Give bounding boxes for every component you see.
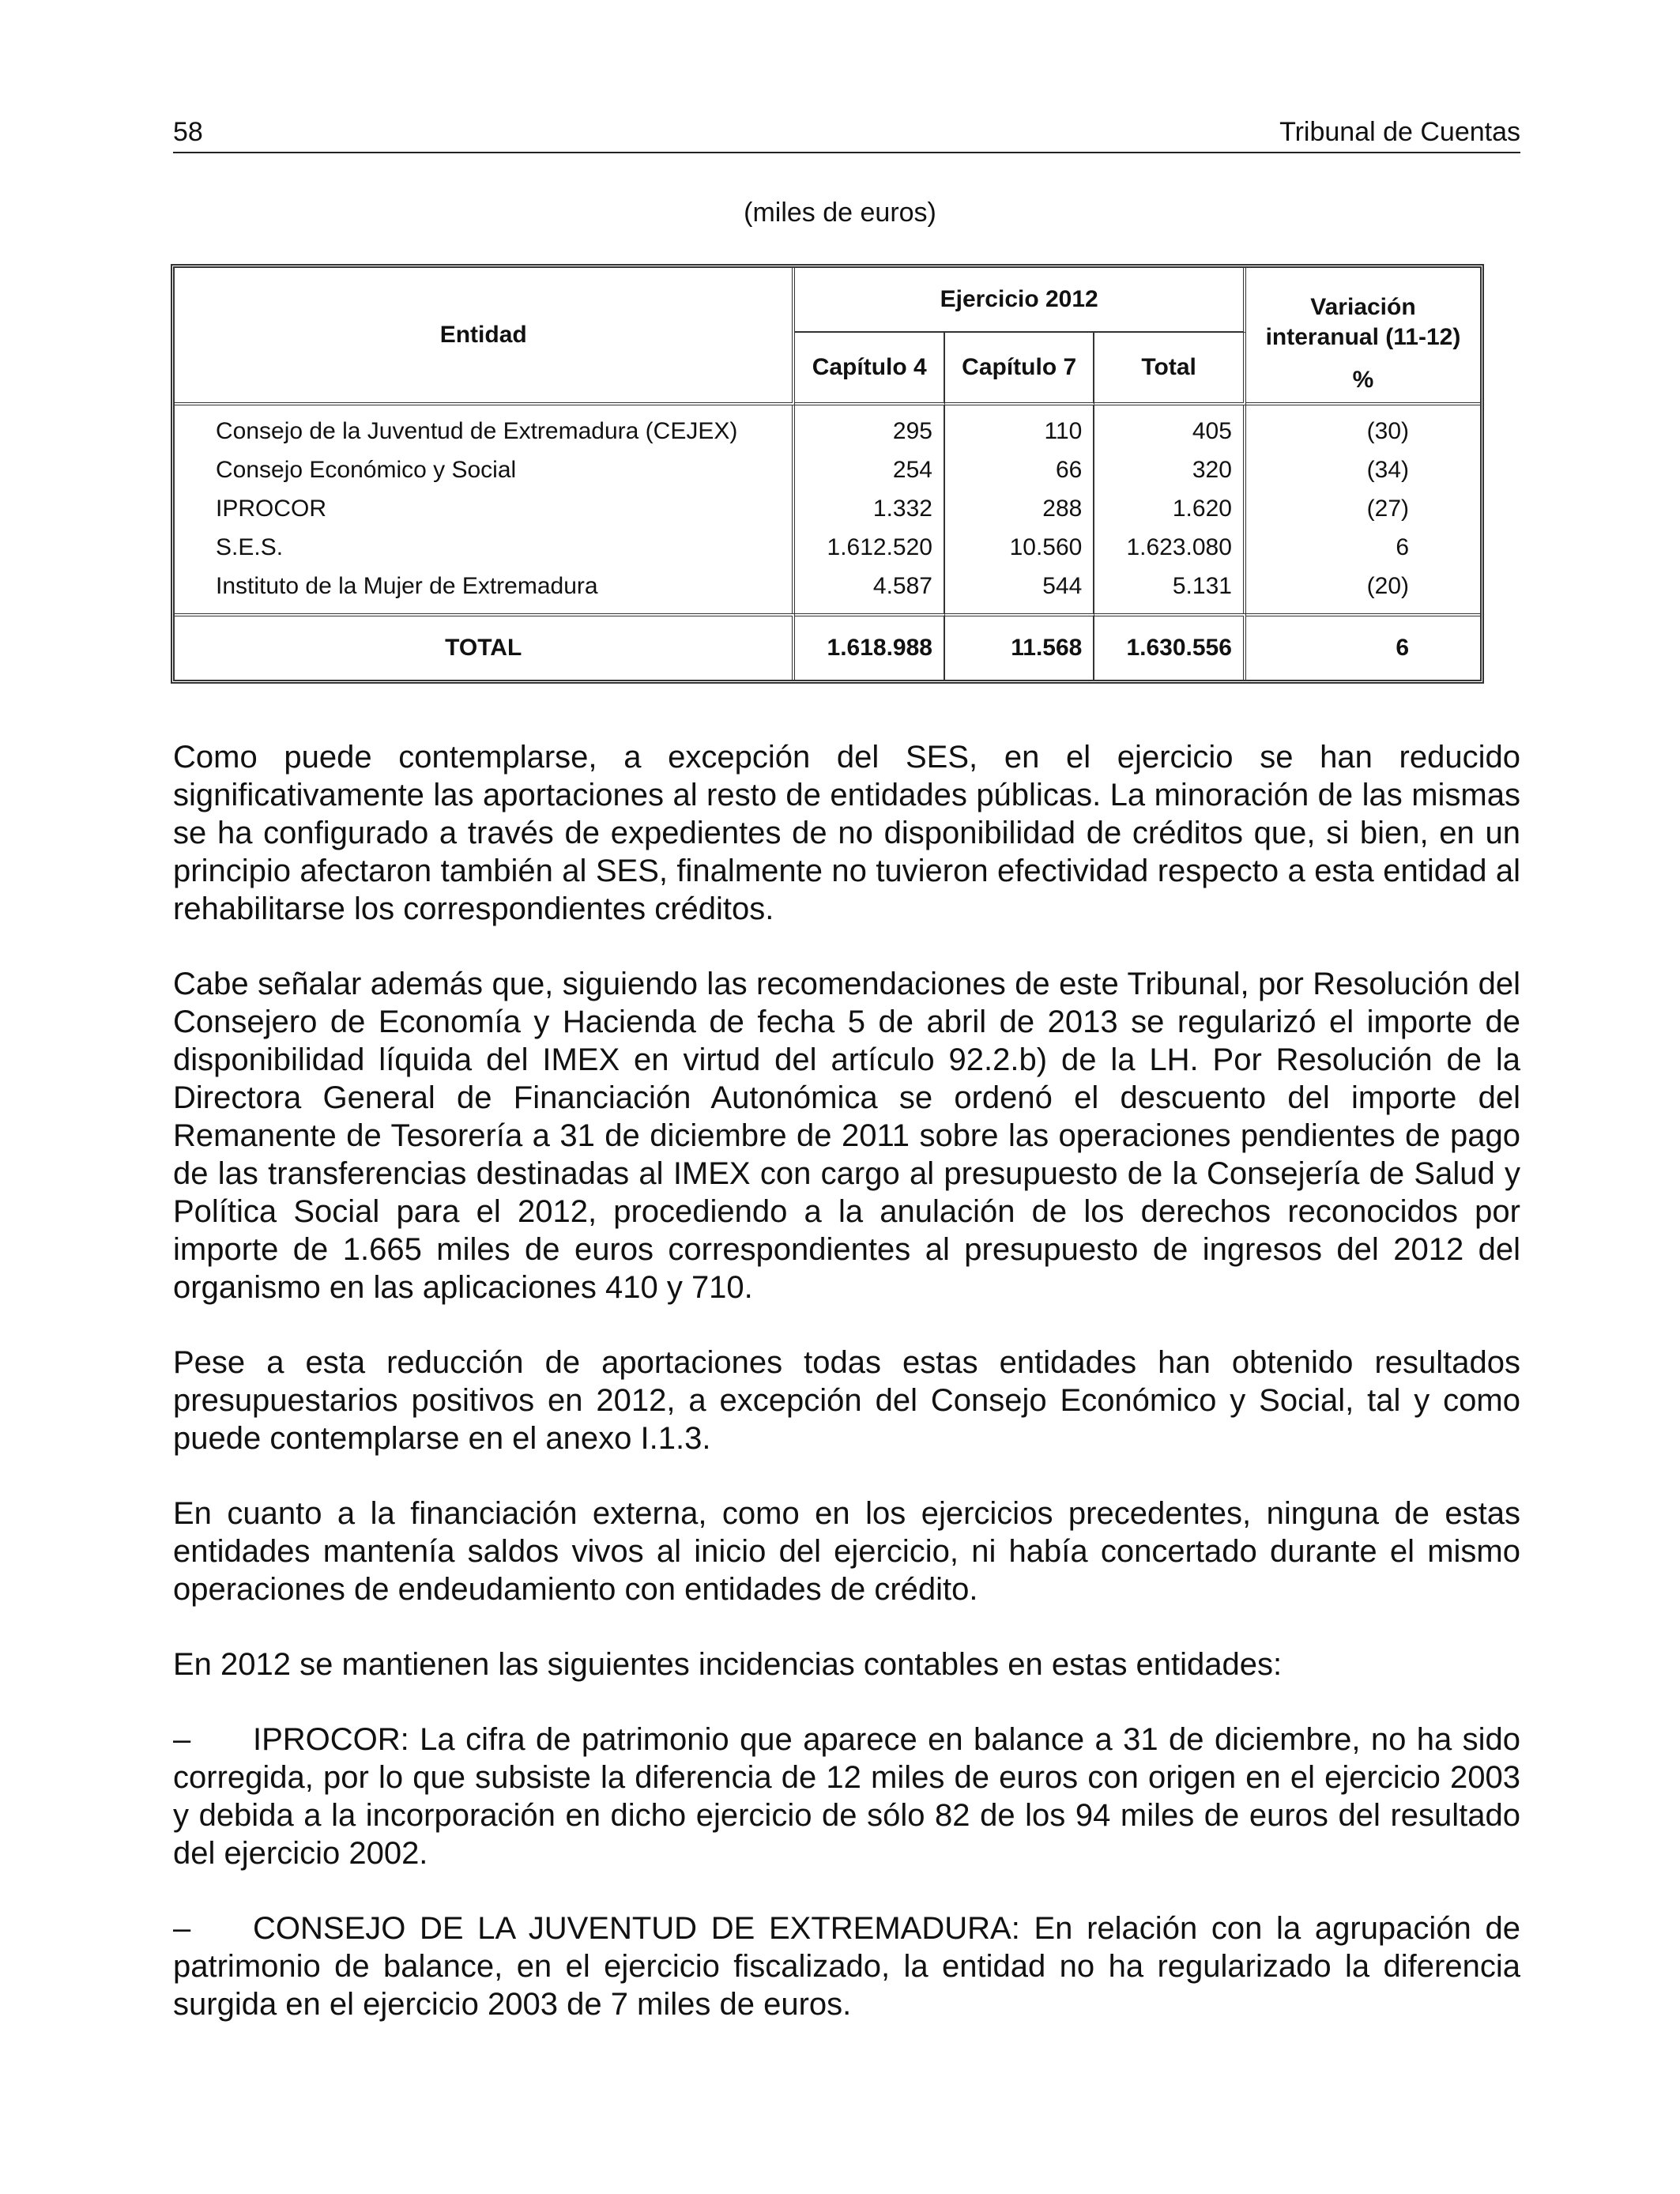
bullet-item bbox=[173, 1909, 1520, 2023]
cap7-cell: 288 bbox=[945, 489, 1094, 528]
header-capitulo7: Capítulo 7 bbox=[945, 333, 1094, 405]
total-cap4: 1.618.988 bbox=[795, 613, 945, 680]
page-header bbox=[173, 117, 1520, 153]
bullet-text: IPROCOR: La cifra de patrimonio que aparece en balance a 31 de diciembre, no ha sido corregida, por lo que subsiste la diferencia de 12 miles de euros con origen en el ejercicio 2003 y debida a la incorporación en dicho ejercicio de sólo 82 de los 94 miles de euros del resultado del ejercicio 2002. bbox=[173, 1722, 1520, 1871]
paragraph: En 2012 se mantienen las siguientes incidencias contables en estas entidades: bbox=[173, 1647, 1283, 1682]
total-cell: 405 bbox=[1094, 405, 1246, 450]
variacion-cell: (20) bbox=[1366, 572, 1409, 599]
header-ejercicio: Ejercicio 2012 bbox=[795, 268, 1246, 333]
header-capitulo4: Capítulo 4 bbox=[795, 333, 945, 405]
dash-marker: – bbox=[173, 1911, 191, 1946]
cap7-cell: 544 bbox=[945, 567, 1094, 613]
total-row bbox=[175, 613, 1480, 680]
header-entidad: Entidad bbox=[175, 268, 795, 405]
cap4-cell: 1.612.520 bbox=[795, 528, 945, 567]
entidad-cell: Consejo Económico y Social bbox=[175, 450, 795, 489]
cap4-cell: 1.332 bbox=[795, 489, 945, 528]
total-label: TOTAL bbox=[175, 613, 795, 680]
entidad-cell: Consejo de la Juventud de Extremadura (CEJEX) bbox=[175, 405, 795, 450]
contributions-table bbox=[171, 264, 1484, 684]
units-label: (miles de euros) bbox=[744, 198, 936, 228]
header-variacion bbox=[1246, 268, 1480, 405]
total-variacion: 6 bbox=[1246, 613, 1480, 680]
paragraph: Cabe señalar además que, siguiendo las recomendaciones de este Tribunal, por Resolución del Consejero de Economía y Hacienda de fecha 5 de abril de 2013 se regularizó el importe de disponibilidad líquida del IMEX en virtud del artículo 92.2.b) de la LH. Por Resolución de la Directora General de Financiación Autonómica se ordenó el descuento del importe del Remanente de Tesorería a 31 de diciembre de 2011 sobre las operaciones pendientes de pago de las transferencias destinadas al IMEX con cargo al presupuesto de la Consejería de Salud y Política Social para el 2012, procediendo a la anulación de los derechos reconocidos por importe de 1.665 miles de euros correspondientes al presupuesto de ingresos del 2012 del organismo en las aplicaciones 410 y 710. bbox=[173, 967, 1520, 1305]
entidad-cell: IPROCOR bbox=[175, 489, 795, 528]
table-row bbox=[175, 528, 1480, 567]
table-row bbox=[175, 450, 1480, 489]
cap4-cell: 295 bbox=[795, 405, 945, 450]
bullet-item bbox=[173, 1721, 1520, 1872]
paragraph: Como puede contemplarse, a excepción del SES, en el ejercicio se han reducido significativamente las aportaciones al resto de entidades públicas. La minoración de las mismas se ha configurado a través de expedientes de no disponibilidad de créditos que, si bien, en un principio afectaron también al SES, finalmente no tuvieron efectividad respecto a esta entidad al rehabilitarse los correspondientes créditos. bbox=[173, 740, 1520, 926]
variacion-cell: (34) bbox=[1366, 456, 1409, 483]
header-variacion-line1: Variación bbox=[1310, 294, 1416, 320]
entidad-cell: S.E.S. bbox=[175, 528, 795, 567]
table-row bbox=[175, 405, 1480, 450]
table-row bbox=[175, 489, 1480, 528]
dash-marker: – bbox=[173, 1722, 191, 1757]
total-total: 1.630.556 bbox=[1094, 613, 1246, 680]
paragraph: Pese a esta reducción de aportaciones todas estas entidades han obtenido resultados presupuestarios positivos en 2012, a excepción del Consejo Económico y Social, tal y como puede contemplarse en el anexo I.1.3. bbox=[173, 1345, 1520, 1456]
cap4-cell: 254 bbox=[795, 450, 945, 489]
variacion-cell: 6 bbox=[1396, 533, 1409, 560]
total-cell: 1.620 bbox=[1094, 489, 1246, 528]
cap7-cell: 10.560 bbox=[945, 528, 1094, 567]
cap4-cell: 4.587 bbox=[795, 567, 945, 613]
header-total: Total bbox=[1094, 333, 1246, 405]
total-cap7: 11.568 bbox=[945, 613, 1094, 680]
total-cell: 1.623.080 bbox=[1094, 528, 1246, 567]
cap7-cell: 110 bbox=[945, 405, 1094, 450]
header-percent: % bbox=[1352, 367, 1374, 393]
bullet-text: CONSEJO DE LA JUVENTUD DE EXTREMADURA: En relación con la agrupación de patrimonio de balance, en el ejercicio fiscalizado, la entidad no ha regularizado la diferencia surgida en el ejercicio 2003 de 7 miles de euros. bbox=[173, 1911, 1520, 2022]
paragraph: En cuanto a la financiación externa, como en los ejercicios precedentes, ninguna de estas entidades mantenía saldos vivos al inicio del ejercicio, ni había concertado durante el mismo operaciones de endeudamiento con entidades de crédito. bbox=[173, 1496, 1520, 1607]
total-cell: 320 bbox=[1094, 450, 1246, 489]
header-variacion-line2: interanual (11-12) bbox=[1265, 324, 1461, 350]
variacion-cell: (27) bbox=[1366, 495, 1409, 522]
variacion-cell: (30) bbox=[1366, 417, 1409, 444]
page-number: 58 bbox=[173, 117, 203, 147]
body-text bbox=[173, 738, 1520, 2060]
entidad-cell: Instituto de la Mujer de Extremadura bbox=[175, 567, 795, 613]
table-row bbox=[175, 567, 1480, 613]
total-cell: 5.131 bbox=[1094, 567, 1246, 613]
cap7-cell: 66 bbox=[945, 450, 1094, 489]
header-row-1 bbox=[175, 268, 1480, 333]
running-title: Tribunal de Cuentas bbox=[1279, 117, 1520, 147]
